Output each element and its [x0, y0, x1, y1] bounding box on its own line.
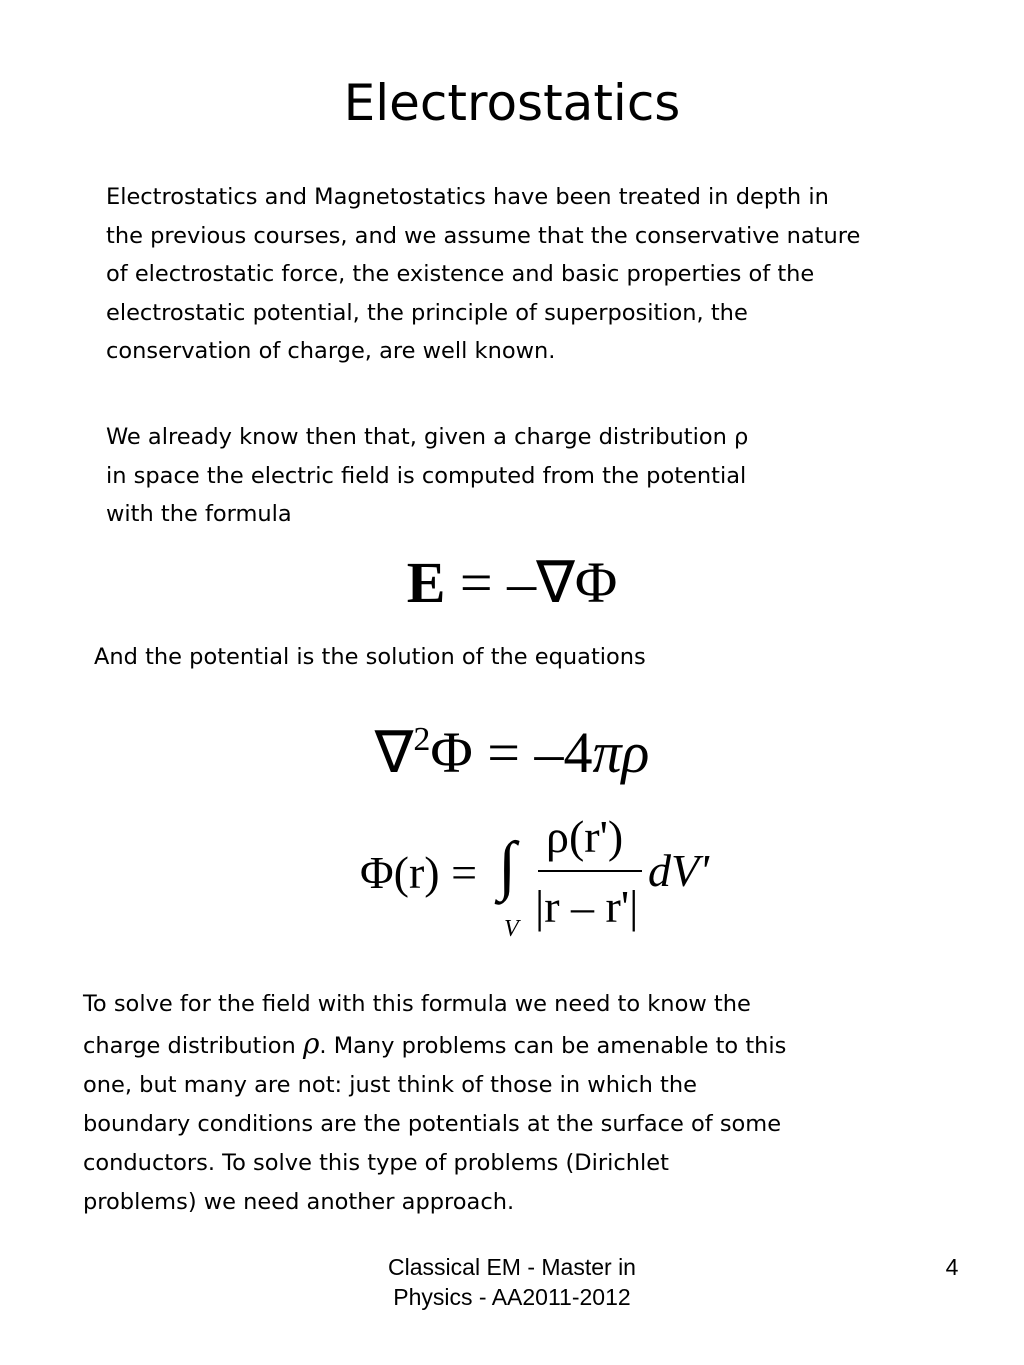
dirichlet-line-text: . Many problems can be amenable to this [319, 1033, 787, 1059]
rho-symbol: ρ [734, 424, 749, 450]
dirichlet-line: conductors. To solve this type of problems (Dirichlet [83, 1150, 669, 1176]
dirichlet-line: problems) we need another approach. [83, 1189, 515, 1215]
field-line-text: We already know then that, given a charge distribution [106, 424, 727, 450]
potential-paragraph: And the potential is the solution of the equations [94, 644, 646, 670]
integral-sign: ∫ [498, 829, 517, 902]
footer-course-label [312, 1252, 712, 1312]
integrand-numerator: ρ(r') [546, 811, 624, 862]
intro-line: Electrostatics and Magnetostatics have been treated in depth in [106, 184, 829, 210]
intro-paragraph [106, 178, 860, 371]
dirichlet-line [83, 1024, 786, 1066]
dirichlet-line-text: charge distribution [83, 1033, 303, 1059]
dirichlet-line: To solve for the field with this formula we need to know the [83, 991, 751, 1017]
intro-line: of electrostatic force, the existence and basic properties of the [106, 261, 815, 287]
page-number: 4 [945, 1254, 959, 1280]
poisson-phi: Φ = –4 [430, 720, 593, 785]
power-two: 2 [413, 721, 431, 758]
pi-rho: πρ [592, 720, 650, 785]
page-title: Electrostatics [343, 74, 681, 132]
fraction-bar [538, 870, 642, 872]
integral-domain: V [504, 916, 519, 942]
field-line: with the formula [106, 501, 292, 527]
dirichlet-line: one, but many are not: just think of those in which the [83, 1072, 697, 1098]
volume-element: dV' [648, 845, 709, 896]
field-line [106, 418, 748, 457]
field-line: in space the electric field is computed from the potential [106, 462, 747, 489]
footer-line: Classical EM - Master in [388, 1254, 636, 1280]
potential-lhs: Φ(r) = [360, 847, 478, 898]
intro-line: conservation of charge, are well known. [106, 338, 556, 364]
rho-symbol: ρ [302, 1027, 320, 1060]
dirichlet-line: boundary conditions are the potentials at the surface of some [83, 1111, 782, 1137]
nabla-symbol: ∇ [374, 720, 414, 785]
gradient-rhs: = –∇Φ [445, 550, 618, 615]
intro-line: electrostatic potential, the principle of superposition, the [106, 299, 748, 326]
field-paragraph [106, 418, 748, 534]
footer-line: Physics - AA2011-2012 [393, 1284, 631, 1310]
dirichlet-paragraph [83, 985, 786, 1222]
intro-line: the previous courses, and we assume that the conservative nature [106, 222, 861, 249]
poisson-equation [0, 700, 1024, 793]
integrand-denominator: |r – r'| [535, 881, 639, 932]
electric-field-symbol: E [406, 550, 446, 615]
potential-integral-equation [360, 808, 740, 953]
field-gradient-equation [0, 548, 1024, 618]
